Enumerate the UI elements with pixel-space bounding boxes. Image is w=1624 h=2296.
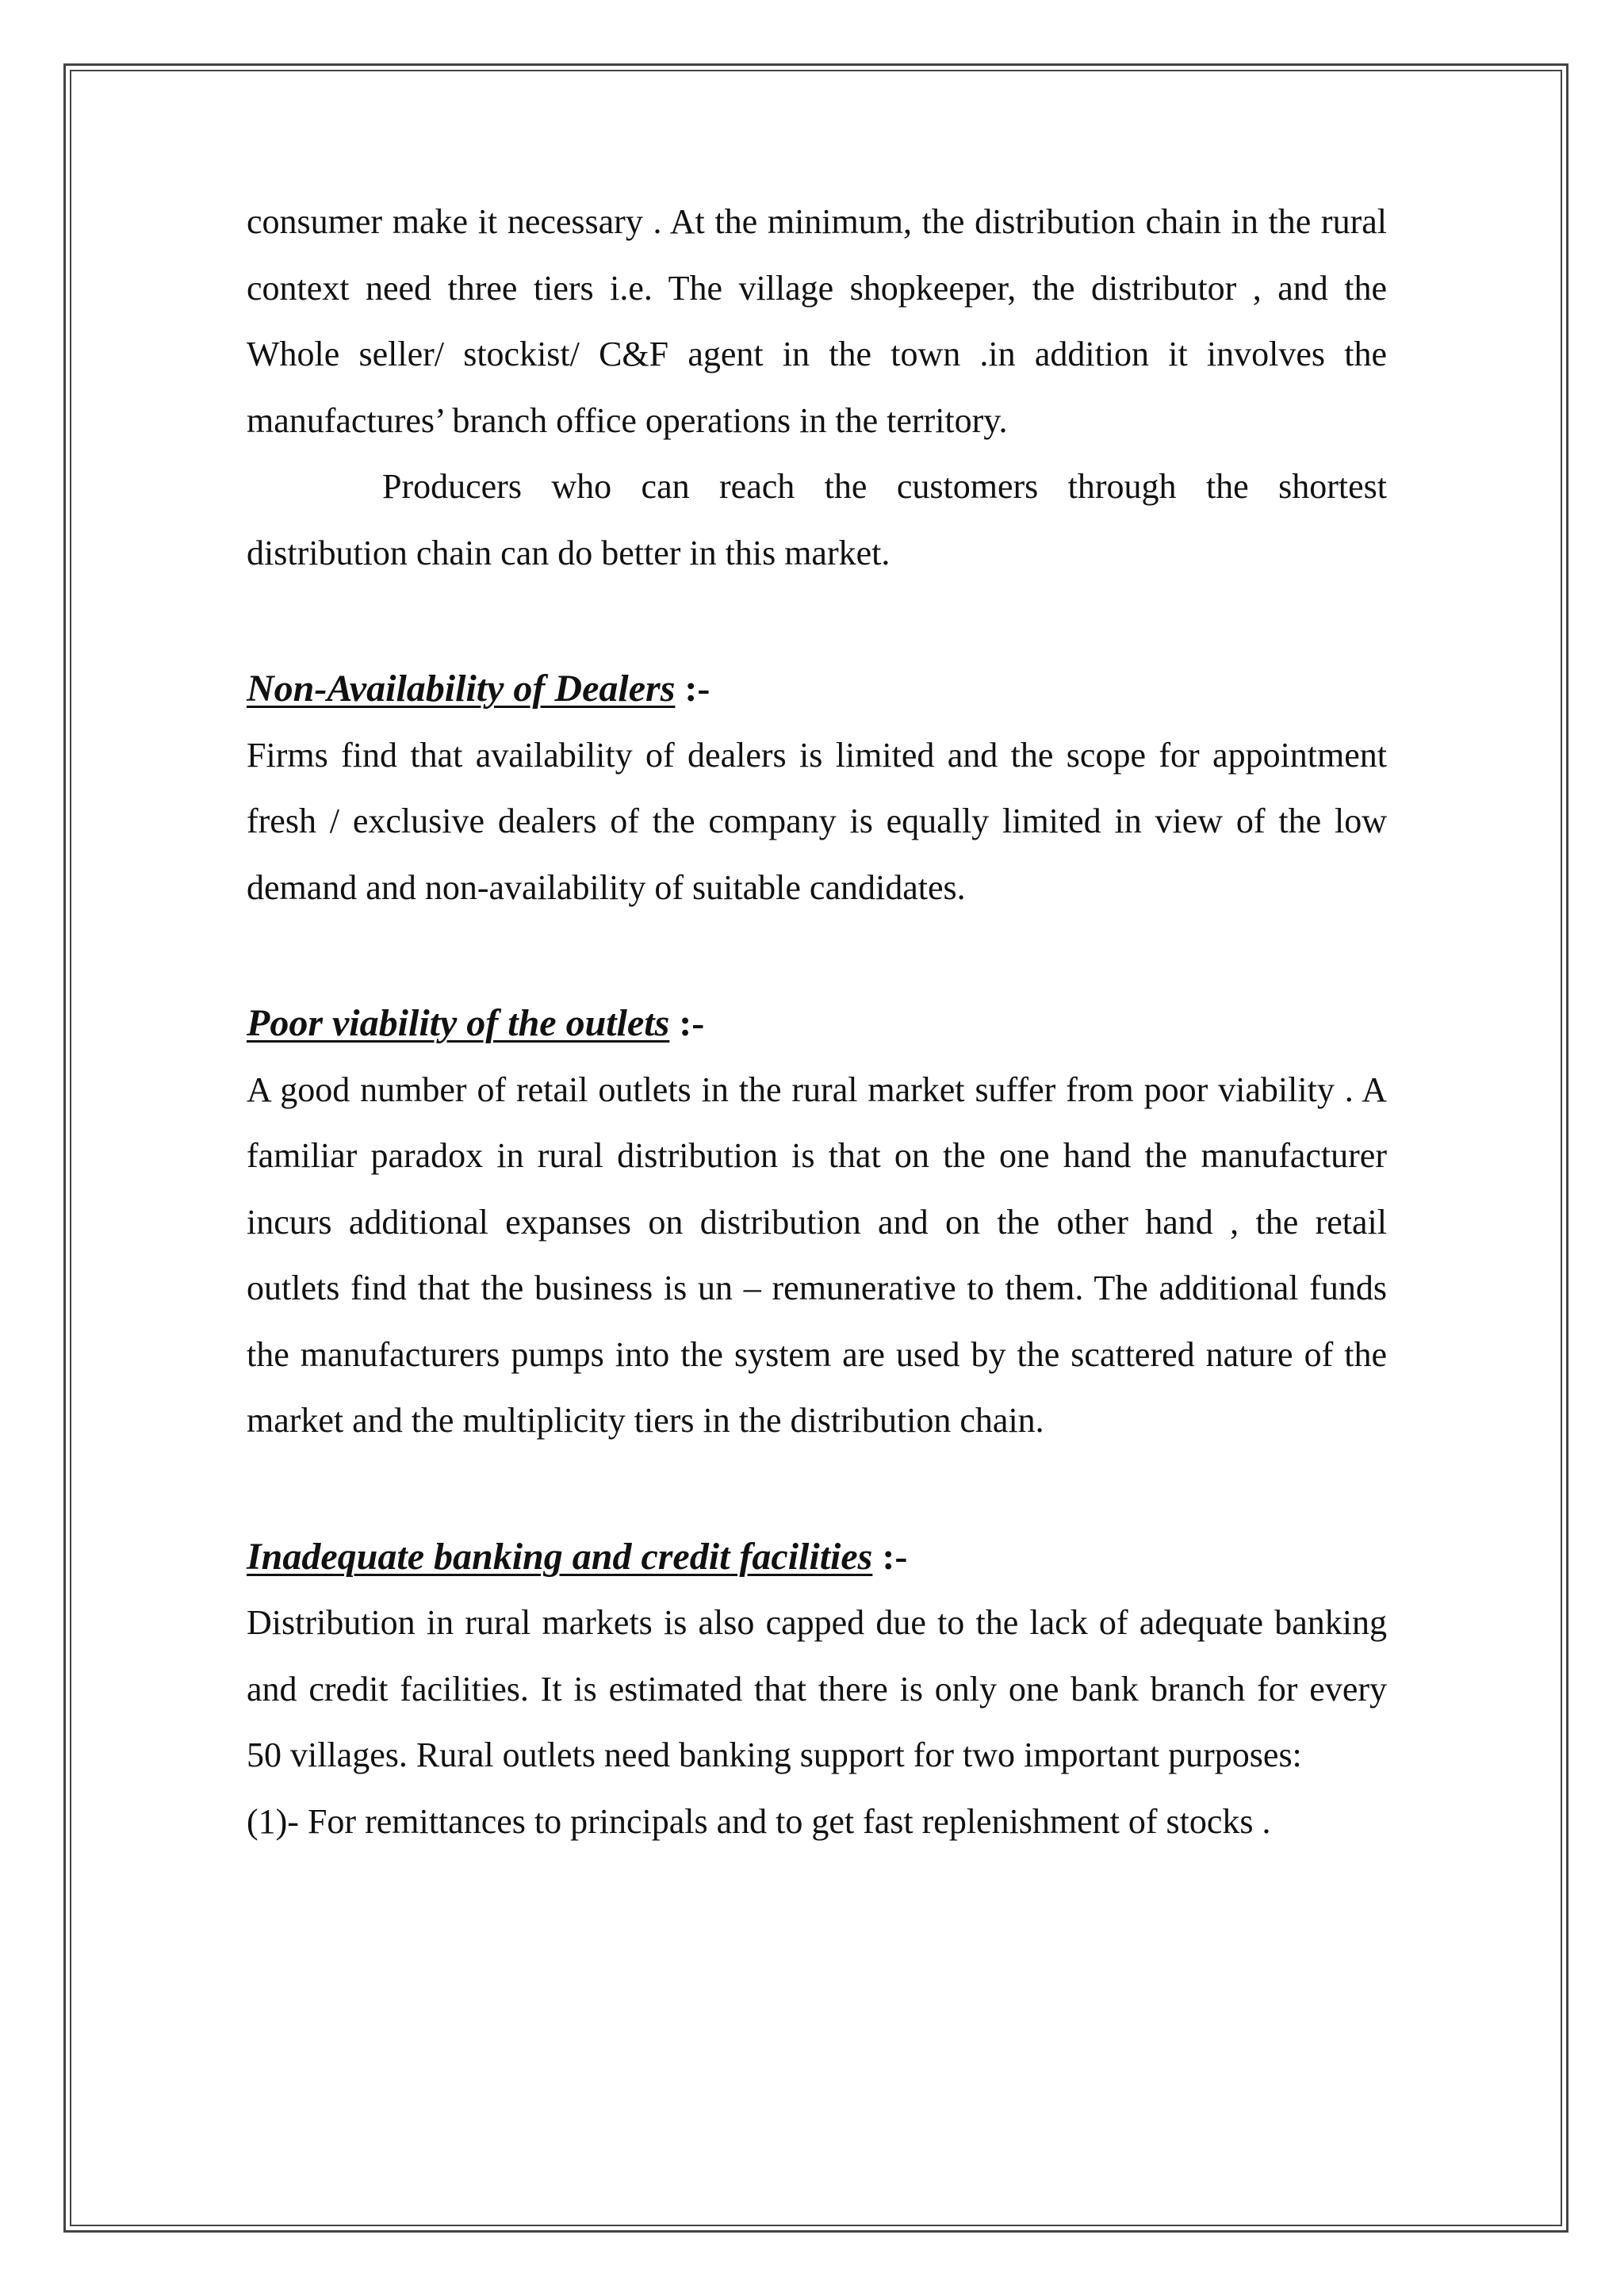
section-heading-title: Inadequate banking and credit facilities	[247, 1535, 873, 1578]
section-heading-suffix: :-	[872, 1535, 908, 1578]
section-heading-title: Poor viability of the outlets	[247, 1002, 670, 1044]
section-heading-outlets	[247, 990, 1387, 1057]
section-spacer	[247, 1454, 1387, 1524]
section-spacer	[247, 586, 1387, 656]
section-body-outlets: A good number of retail outlets in the rural market suffer from poor viability . A familiar paradox in rural distribution is that on the one hand the manufacturer incurs additional expanses on distribution and on the other hand , the retail outlets find that the business is un – remunerative to them. The additional funds the manufacturers pumps into the system are used by the scattered nature of the market and the multiplicity tiers in the distribution chain.	[247, 1070, 1387, 1440]
document-body	[247, 189, 1387, 1854]
section-body-banking: Distribution in rural markets is also capped due to the lack of adequate banking and credit facilities. It is estimated that there is only one bank branch for every 50 villages. Rural outlets need banking support for two important purposes:	[247, 1603, 1387, 1774]
intro-paragraph: consumer make it necessary . At the minimum, the distribution chain in the rural context need three tiers i.e. The village shopkeeper, the distributor , and the Whole seller/ stockist/ C&F agent in the town .in addition it involves the manufactures’ branch office operations in the territory.	[247, 202, 1387, 440]
section-heading-title: Non-Availability of Dealers	[247, 668, 676, 710]
intro-paragraph-indented: Producers who can reach the customers through the shortest distribution chain can do better in this market.	[247, 467, 1387, 572]
section-body-dealers: Firms find that availability of dealers is limited and the scope for appointment fresh / exclusive dealers of the company is equally limited in view of the low demand and non-availability of suitable candidates.	[247, 735, 1387, 907]
list-item: (1)- For remittances to principals and to get fast replenishment of stocks .	[247, 1801, 1271, 1841]
section-heading-dealers	[247, 656, 1387, 722]
section-heading-suffix: :-	[669, 1002, 705, 1044]
section-heading-suffix: :-	[675, 668, 710, 710]
section-spacer	[247, 920, 1387, 990]
section-heading-banking	[247, 1524, 1387, 1590]
